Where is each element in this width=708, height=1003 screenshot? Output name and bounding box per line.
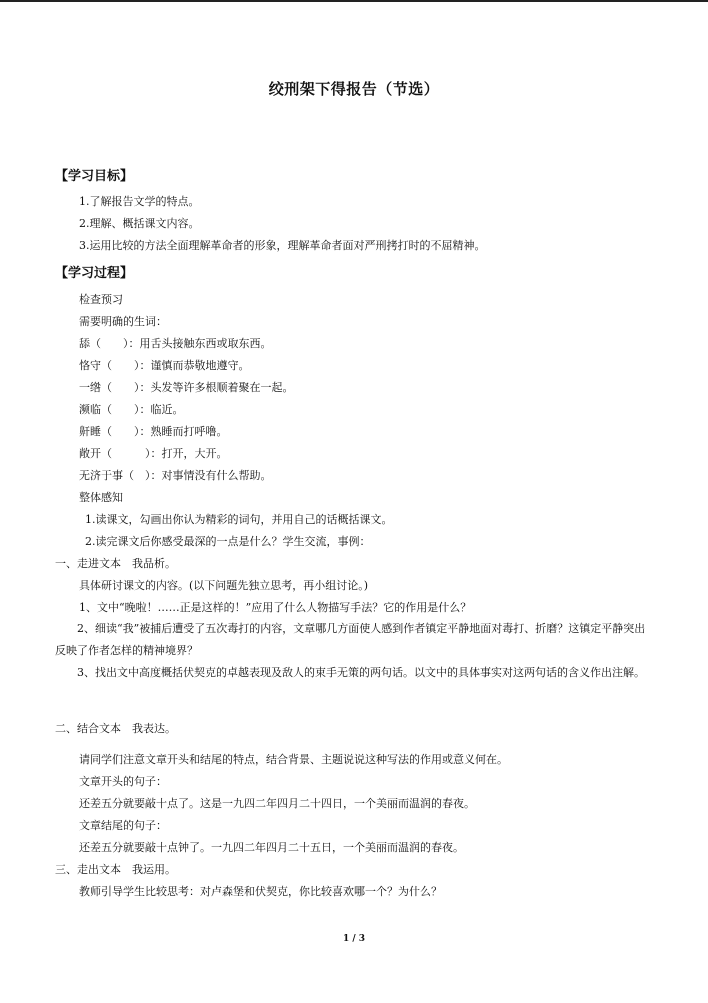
goal-item: 1.了解报告文学的特点。 bbox=[79, 195, 200, 208]
goal-item: 2.理解、概括课文内容。 bbox=[79, 217, 200, 230]
preview-label: 检查预习 bbox=[79, 293, 123, 306]
document-title: 绞刑架下得报告（节选） bbox=[268, 80, 440, 98]
overall-item: 2.读完课文后你感受最深的一点是什么？学生交流，事例： bbox=[85, 535, 371, 548]
part1-question-2: 2、细读“我”被捕后遭受了五次毒打的内容，文章哪几方面使人感到作者镇定平静地面对毒打、折磨？这镇定平静突出反映了作者怎样的精神境界？ bbox=[55, 622, 646, 657]
part3-heading: 三、走出文本 我运用。 bbox=[55, 863, 176, 876]
vocab-item: 敞开（ ）：打开，大开。 bbox=[79, 447, 228, 460]
overall-item: 1.读课文，勾画出你认为精彩的词句，并用自己的话概括课文。 bbox=[85, 513, 393, 526]
begin-sentence-label: 文章开头的句子： bbox=[79, 775, 167, 788]
process-heading: 【学习过程】 bbox=[55, 266, 134, 281]
vocab-item: 鼾睡（ ）：熟睡而打呼噜。 bbox=[79, 425, 228, 438]
part1-intro: 具体研讨课文的内容。(以下问题先独立思考，再小组讨论。) bbox=[79, 579, 369, 592]
part1-question-1: 1、文中“晚啦！……正是这样的！”应用了什么人物描写手法？它的作用是什么？ bbox=[79, 601, 472, 614]
begin-sentence-text: 还差五分就要敲十点了。这是一九四二年四月二十四日，一个美丽而温润的春夜。 bbox=[79, 797, 475, 810]
vocab-item: 一绺（ ）：头发等许多根顺着聚在一起。 bbox=[79, 381, 294, 394]
vocab-item: 恪守（ ）：谨慎而恭敬地遵守。 bbox=[79, 359, 250, 372]
part2-heading: 二、结合文本 我表达。 bbox=[55, 722, 176, 735]
end-sentence-label: 文章结尾的句子： bbox=[79, 819, 167, 832]
vocab-item: 濒临（ ）：临近。 bbox=[79, 403, 184, 416]
end-sentence-text: 还差五分就要敲十点钟了。一九四二年四月二十五日，一个美丽而温润的春夜。 bbox=[79, 841, 464, 854]
vocab-item: 舔（ ）：用舌头接触东西或取东西。 bbox=[79, 337, 272, 350]
top-border-rule bbox=[0, 0, 708, 2]
page-number: 1 / 3 bbox=[342, 934, 366, 944]
vocab-intro: 需要明确的生词： bbox=[79, 315, 167, 328]
part1-heading: 一、走进文本 我品析。 bbox=[55, 557, 176, 570]
vocab-item: 无济于事（ ）：对事情没有什么帮助。 bbox=[79, 469, 272, 482]
part1-question-3: 3、找出文中高度概括伏契克的卓越表现及敌人的束手无策的两句话。以文中的具体事实对这两句话的含义作出注解。 bbox=[77, 666, 645, 679]
goal-item: 3.运用比较的方法全面理解革命者的形象，理解革命者面对严刑拷打时的不屈精神。 bbox=[79, 239, 486, 252]
goals-heading: 【学习目标】 bbox=[55, 169, 134, 184]
overall-label: 整体感知 bbox=[79, 491, 123, 504]
part2-intro: 请同学们注意文章开头和结尾的特点，结合背景、主题说说这种写法的作用或意义何在。 bbox=[79, 753, 508, 766]
part3-text: 教师引导学生比较思考：对卢森堡和伏契克，你比较喜欢哪一个？为什么？ bbox=[79, 885, 442, 898]
